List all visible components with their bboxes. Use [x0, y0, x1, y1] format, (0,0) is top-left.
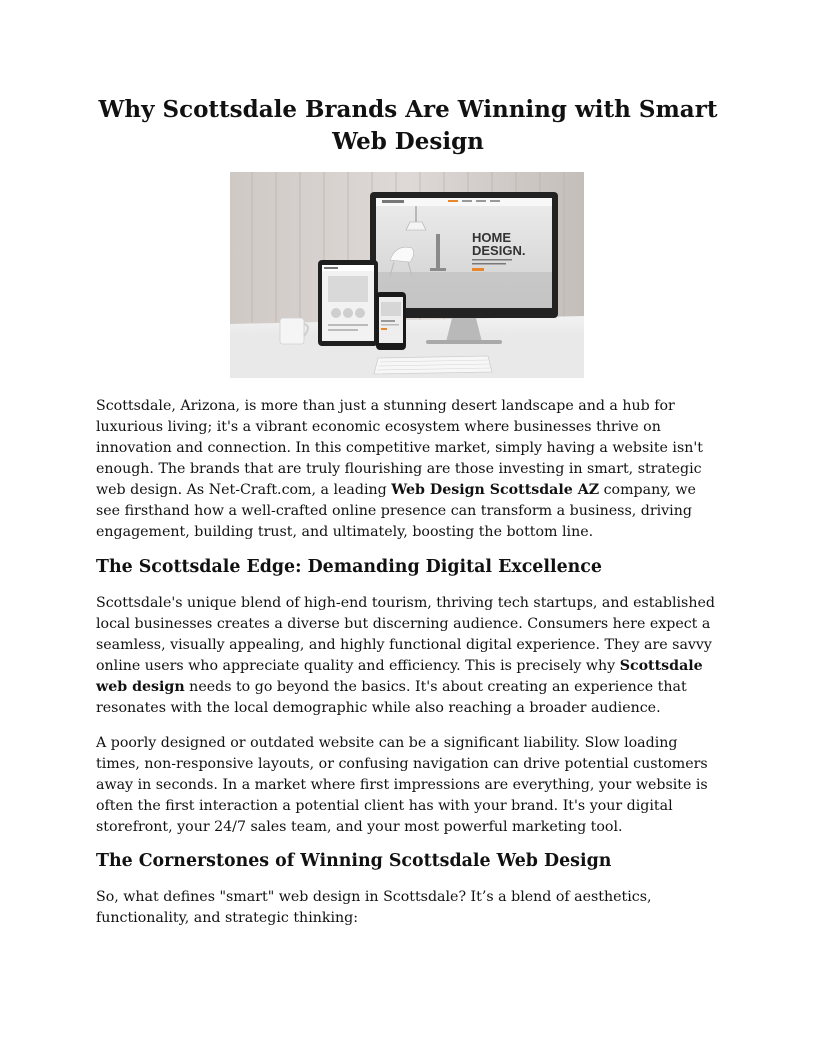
- section1-text-1: Scottsdale's unique blend of high-end tourism, thriving tech startups, and established local businesses creates a diverse but discerning audience. Consumers here expect a seamless, visually appealing, and highly functional digital experience. They are savvy online users who appreciate quality and efficiency. This is precisely why: [96, 595, 715, 674]
- intro-paragraph: [96, 396, 720, 543]
- screen-headline-2: DESIGN.: [472, 243, 526, 258]
- hero-image: [230, 172, 584, 378]
- section1-paragraph-1: [96, 593, 720, 719]
- intro-bold-keyword: Web Design Scottsdale AZ: [391, 482, 600, 498]
- monitor-stand: [446, 318, 482, 342]
- section2-paragraph-1: So, what defines "smart" web design in Scottsdale? It’s a blend of aesthetics, functionality, and strategic thinking:: [96, 889, 652, 926]
- intro-text-1: Scottsdale, Arizona, is more than just a stunning desert landscape and a hub for luxurious living; it's a vibrant economic ecosystem where businesses thrive on innovation and connection. In this competitive market, simply having a website isn't enough. The brands that are truly flourishing are those investing in smart, strategic web design. As Net-Craft.com, a leading: [96, 398, 703, 498]
- page-title: Why Scottsdale Brands Are Winning with Smart Web Design: [98, 96, 718, 155]
- section1-bold-keyword: Scottsdale web design: [96, 658, 703, 695]
- mug: [280, 318, 304, 344]
- section-heading-cornerstones: The Cornerstones of Winning Scottsdale Web Design: [96, 851, 612, 871]
- screen-headline-1: HOME: [472, 230, 511, 245]
- devices-mockup-illustration: [230, 172, 584, 378]
- section1-paragraph-2: A poorly designed or outdated website can be a significant liability. Slow loading times, non-responsive layouts, or confusing navigation can drive potential customers away in seconds. In a market where first impressions are everything, your website is often the first interaction a potential client has with your brand. It's your digital storefront, your 24/7 sales team, and your most powerful marketing tool.: [96, 735, 708, 835]
- intro-text-2: company, we see firsthand how a well-crafted online presence can transform a business, driving engagement, building trust, and ultimately, boosting the bottom line.: [96, 482, 696, 540]
- section1-text-2: needs to go beyond the basics. It's about creating an experience that resonates with the local demographic while also reaching a broader audience.: [96, 679, 687, 716]
- section-heading-scottsdale-edge: The Scottsdale Edge: Demanding Digital Excellence: [96, 557, 602, 577]
